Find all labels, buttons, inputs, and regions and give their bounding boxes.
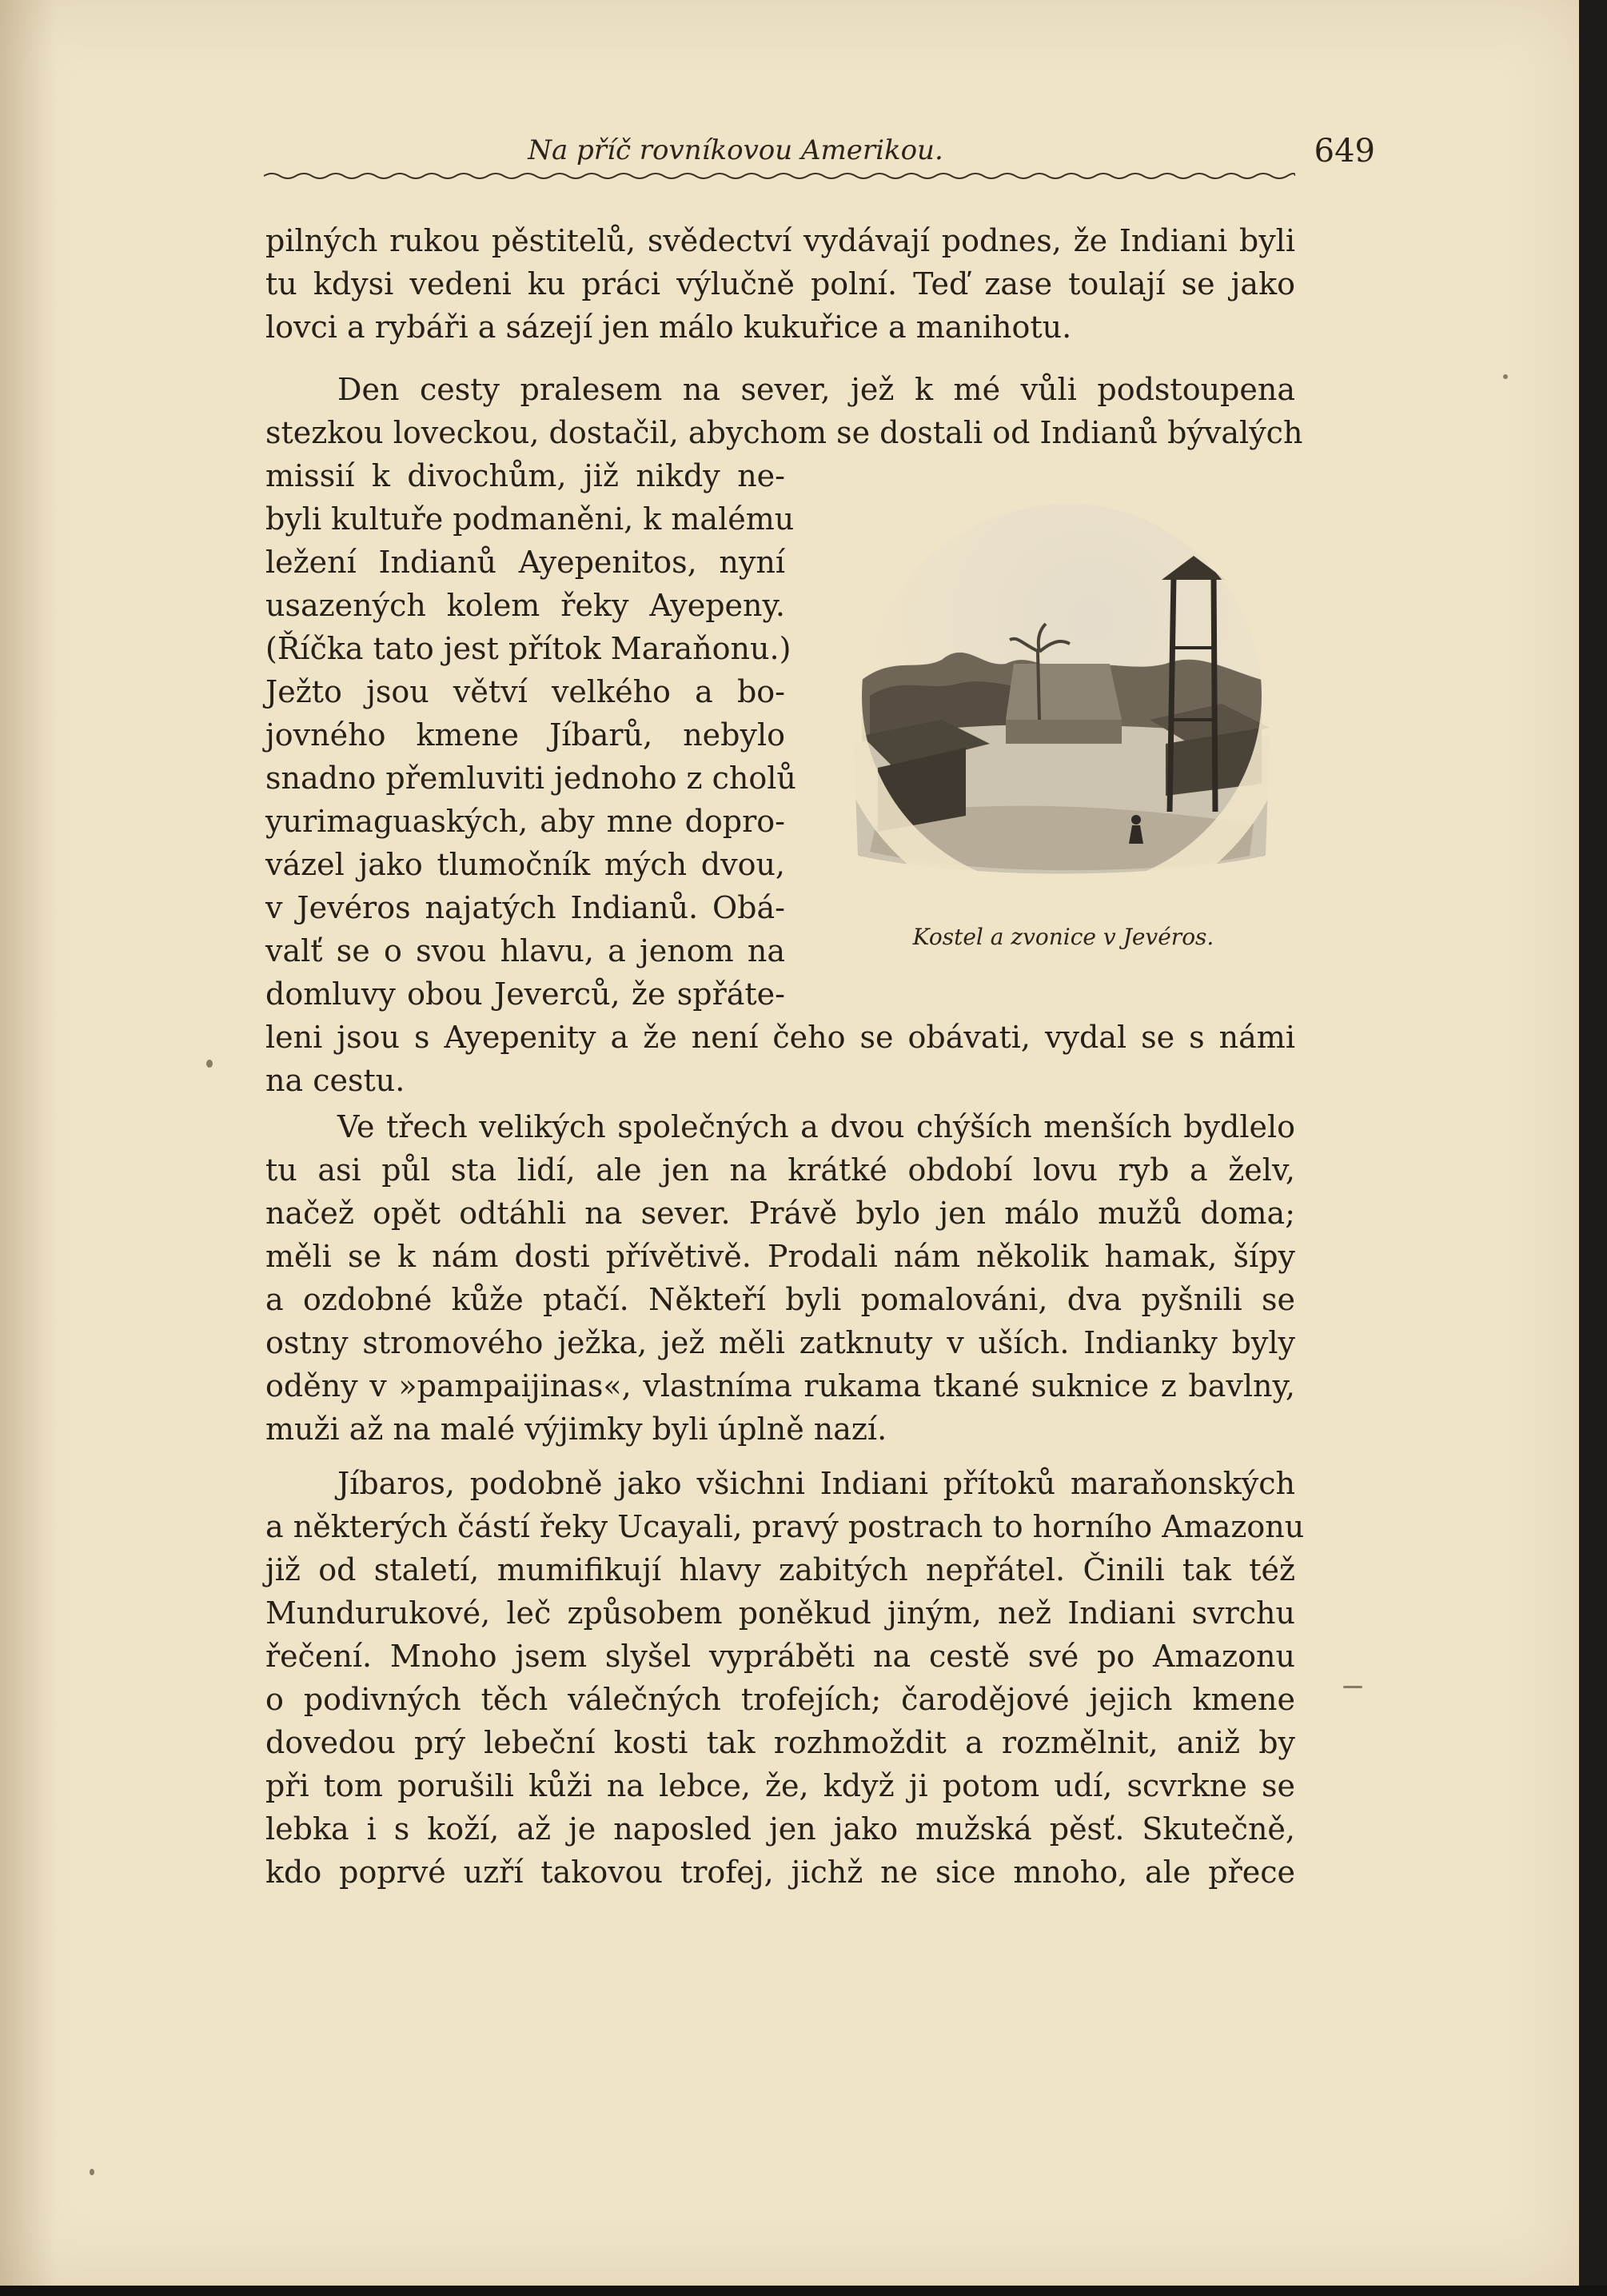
text-line: ostny stromového ježka, jež měli zatknuty v uších. Indianky byly bbox=[265, 1325, 1295, 1360]
text-line: ležení Indianů Ayepenitos, nyní bbox=[265, 545, 785, 580]
text-line: dovedou prý lebeční kosti tak rozhmoždit a rozmělnit, aniž by bbox=[265, 1725, 1295, 1760]
text-line: a ozdobné kůže ptačí. Někteří byli pomalováni, dva pyšnili se bbox=[265, 1282, 1295, 1317]
scan-border-right bbox=[1579, 0, 1607, 2296]
text-line: již od staletí, mumifikují hlavy zabitých nepřátel. Činili tak též bbox=[265, 1552, 1295, 1587]
text-line: missií k divochům, již nikdy ne- bbox=[265, 458, 785, 493]
text-line: Ve třech velikých společných a dvou chýších menších bydlelo bbox=[337, 1109, 1295, 1144]
text-line: načež opět odtáhli na sever. Právě bylo jen málo mužů doma; bbox=[265, 1196, 1295, 1231]
text-line: stezkou loveckou, dostačil, abychom se dostali od Indianů bývalých bbox=[265, 415, 1303, 450]
running-title: Na příč rovníkovou Amerikou. bbox=[528, 134, 943, 166]
text-line: snadno přemluviti jednoho z cholů bbox=[265, 761, 796, 796]
text-line: jovného kmene Jíbarů, nebylo bbox=[265, 717, 785, 753]
text-line: Jíbaros, podobně jako všichni Indiani přítoků maraňonských bbox=[337, 1466, 1295, 1501]
text-line: leni jsou s Ayepenity a že není čeho se obávati, vydal se s námi bbox=[265, 1020, 1295, 1055]
text-line: měli se k nám dosti přívětivě. Prodali nám několik hamak, šípy bbox=[265, 1239, 1295, 1274]
figure-caption: Kostel a zvonice v Jevéros. bbox=[912, 924, 1214, 950]
text-line: vázel jako tlumočník mých dvou, bbox=[265, 847, 785, 882]
text-line: (Říčka tato jest přítok Maraňonu.) bbox=[265, 631, 792, 666]
text-line: valť se o svou hlavu, a jenom na bbox=[265, 933, 785, 968]
text-line: oděny v »pampaijinas«, vlastníma rukama tkané suknice z bavlny, bbox=[265, 1368, 1295, 1404]
text-line: v Jevéros najatých Indianů. Obá- bbox=[265, 890, 785, 925]
text-line: tu asi půl sta lidí, ale jen na krátké období lovu ryb a želv, bbox=[265, 1152, 1295, 1188]
text-line: lebka i s koží, až je naposled jen jako mužská pěsť. Skutečně, bbox=[265, 1811, 1295, 1847]
text-line: domluvy obou Jeverců, že spřáte- bbox=[265, 976, 785, 1012]
text-line: pilných rukou pěstitelů, svědectví vydávají podnes, že Indiani byli bbox=[265, 223, 1295, 258]
scan-speck bbox=[1503, 374, 1508, 379]
text-line: kdo poprvé uzří takovou trofej, jichž ne sice mnoho, ale přece bbox=[265, 1855, 1295, 1890]
scan-speck bbox=[90, 2169, 94, 2175]
text-line: tu kdysi vedeni ku práci výlučně polní. Teď zase toulají se jako bbox=[265, 266, 1295, 301]
text-line: lovci a rybáři a sázejí jen málo kukuřice a manihotu. bbox=[265, 309, 1072, 345]
church-belltower-illustration bbox=[846, 480, 1278, 900]
text-line: na cestu. bbox=[265, 1063, 405, 1098]
scan-speck bbox=[1343, 1686, 1362, 1688]
text-line: muži až na malé výjimky byli úplně nazí. bbox=[265, 1412, 887, 1447]
text-line: Ježto jsou větví velkého a bo- bbox=[265, 674, 785, 709]
text-line: yurimaguaských, aby mne dopro- bbox=[265, 804, 785, 839]
header-rule bbox=[264, 170, 1295, 182]
text-line: při tom porušili kůži na lebce, že, když ji potom udí, scvrkne se bbox=[265, 1768, 1295, 1803]
page-number: 649 bbox=[1314, 133, 1375, 170]
text-line: usazených kolem řeky Ayepeny. bbox=[265, 588, 785, 623]
text-line: Mundurukové, leč způsobem poněkud jiným, než Indiani svrchu bbox=[265, 1595, 1295, 1631]
text-line: a některých částí řeky Ucayali, pravý postrach to horního Amazonu bbox=[265, 1509, 1305, 1544]
text-line: Den cesty pralesem na sever, jež k mé vůli podstoupena bbox=[337, 372, 1295, 407]
text-line: o podivných těch válečných trofejích; čarodějové jejich kmene bbox=[265, 1682, 1295, 1717]
scan-border-bottom bbox=[0, 2286, 1607, 2296]
text-line: byli kultuře podmaněni, k malému bbox=[265, 501, 795, 537]
text-line: řečení. Mnoho jsem slyšel vypráběti na cestě své po Amazonu bbox=[265, 1639, 1295, 1674]
scan-speck bbox=[206, 1060, 213, 1068]
